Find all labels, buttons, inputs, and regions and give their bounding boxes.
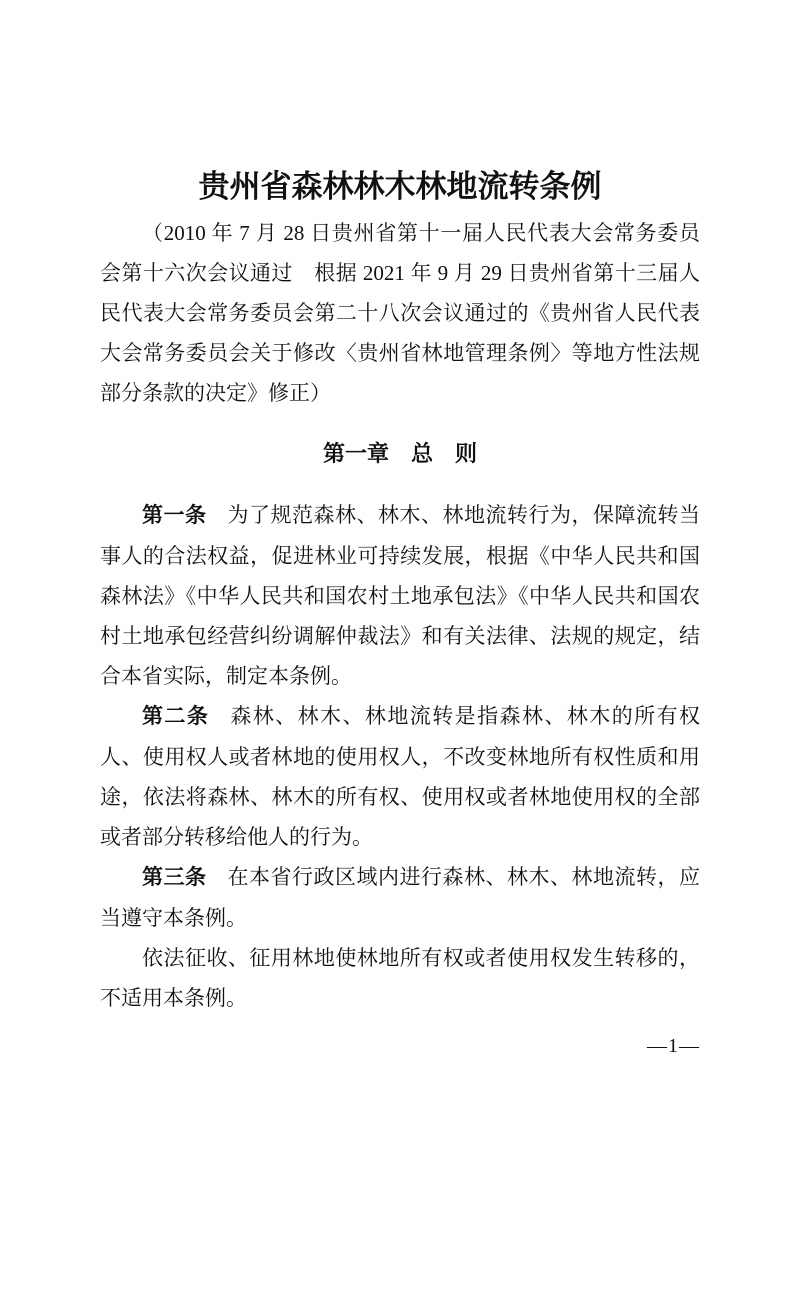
article-2 <box>100 696 700 857</box>
article-3-label: 第三条 <box>142 866 207 889</box>
document-page <box>0 168 800 1300</box>
document-title: 贵州省森林林木林地流转条例 <box>198 169 602 204</box>
chapter-heading: 第一章 总 则 <box>322 441 477 466</box>
article-3-paragraph-2: 依法征收、征用林地使林地所有权或者使用权发生转移的，不适用本条例。 <box>100 946 700 1010</box>
article-1-label: 第一条 <box>142 504 207 527</box>
article-2-text: 森林、林木、林地流转是指森林、林木的所有权人、使用权人或者林地的使用权人，不改变林地所有权性质和用途，依法将森林、林木的所有权、使用权或者林地使用权的全部或者部分转移给他人的行为。 <box>100 704 701 849</box>
article-3 <box>100 857 700 938</box>
article-2-label: 第二条 <box>142 705 210 728</box>
preamble-text: （2010 年 7 月 28 日贵州省第十一届人民代表大会常务委员会第十六次会议通过 根据 2021 年 9 月 29 日贵州省第十三届人民代表大会常务委员会第二十八次会议通过的《贵州省人民代表大会常务委员会关于修改〈贵州省林地管理条例〉等地方性法规部分条款的决定》修正） <box>100 221 700 405</box>
page-number: —1— <box>647 1035 700 1057</box>
article-1-text: 为了规范森林、林木、林地流转行为，保障流转当事人的合法权益，促进林业可持续发展，根据《中华人民共和国森林法》《中华人民共和国农村土地承包法》《中华人民共和国农村土地承包经营纠纷调解仲裁法》和有关法律、法规的规定，结合本省实际，制定本条例。 <box>100 503 700 688</box>
article-1 <box>100 495 700 696</box>
article-3-text: 在本省行政区域内进行森林、林木、林地流转，应当遵守本条例。 <box>100 865 700 930</box>
